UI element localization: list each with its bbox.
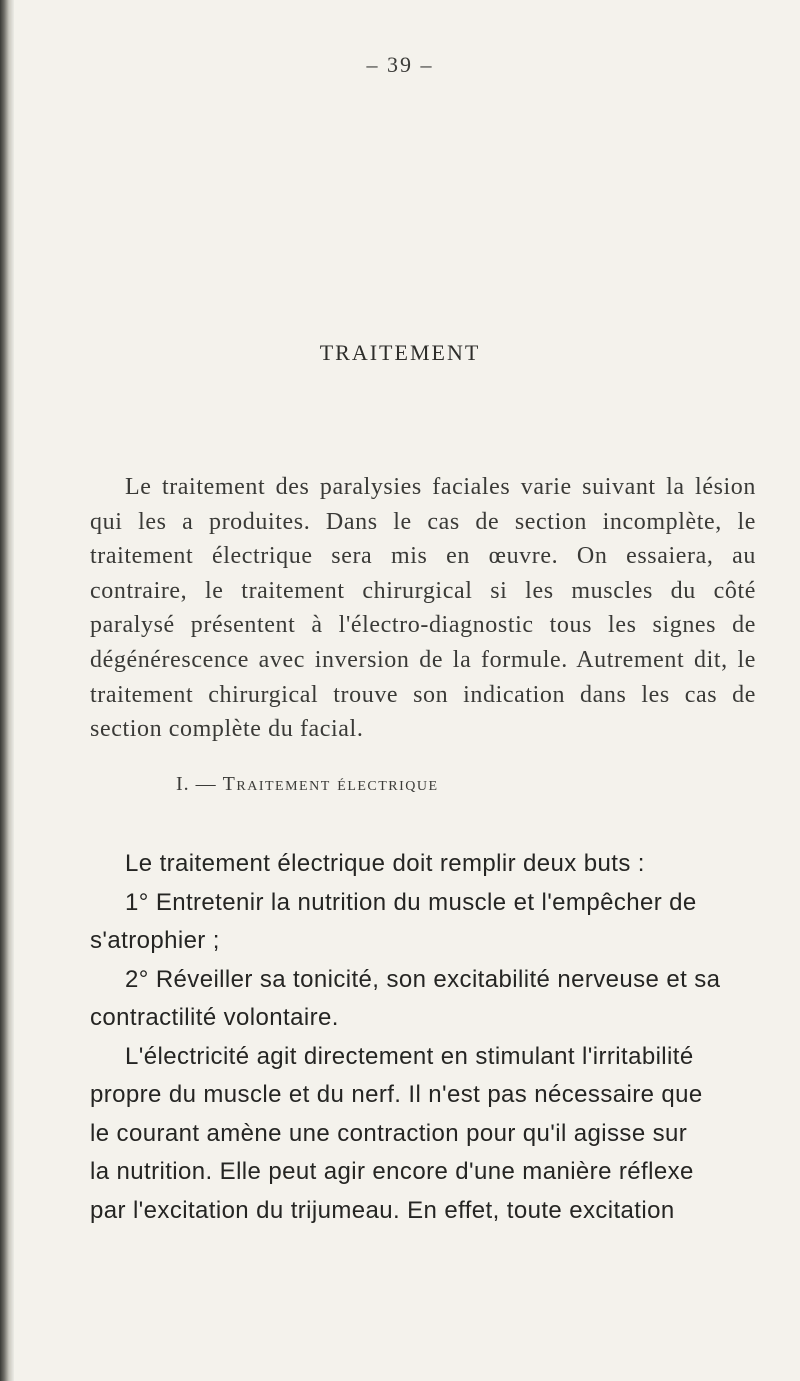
body-line: L'électricité agit directement en stimulant l'irritabilité <box>125 1042 694 1070</box>
chapter-title: TRAITEMENT <box>319 340 481 365</box>
section-number: I. — <box>176 773 223 795</box>
body-line: 2° Réveiller sa tonicité, son excitabilité nerveuse et sa <box>125 965 721 993</box>
section-title: Traitement électrique <box>222 773 439 795</box>
body-line: propre du muscle et du nerf. Il n'est pas nécessaire que <box>90 1081 703 1108</box>
body-line: s'atrophier ; <box>90 927 220 954</box>
intro-paragraph: Le traitement des paralysies faciales varie suivant la lésion qui les a produites. Dans le cas de section incomplète, le traitement électrique sera mis en œuvre. On essaiera, au contraire, le traitement chirurgical si les muscles du côté paralysé présentent à l'électro-diagnostic tous les signes de dégénérescence avec inversion de la formule. Autrement dit, le traitement chirurgical trouve son indication dans les cas de section complète du facial. <box>90 474 756 743</box>
body-line: contractilité volontaire. <box>90 1004 339 1031</box>
body-line: par l'excitation du trijumeau. En effet, toute excitation <box>90 1196 675 1224</box>
page-number: – 39 – <box>366 52 434 77</box>
body-line: le courant amène une contraction pour qu'il agisse sur <box>90 1119 688 1147</box>
body-line: 1° Entretenir la nutrition du muscle et l'empêcher de <box>125 888 697 916</box>
page-binding-edge <box>0 0 14 1381</box>
section-heading <box>176 773 736 796</box>
body-text <box>90 845 756 1230</box>
body-line: Le traitement électrique doit remplir deux buts : <box>125 850 645 877</box>
body-line: la nutrition. Elle peut agir encore d'une manière réflexe <box>90 1158 694 1185</box>
